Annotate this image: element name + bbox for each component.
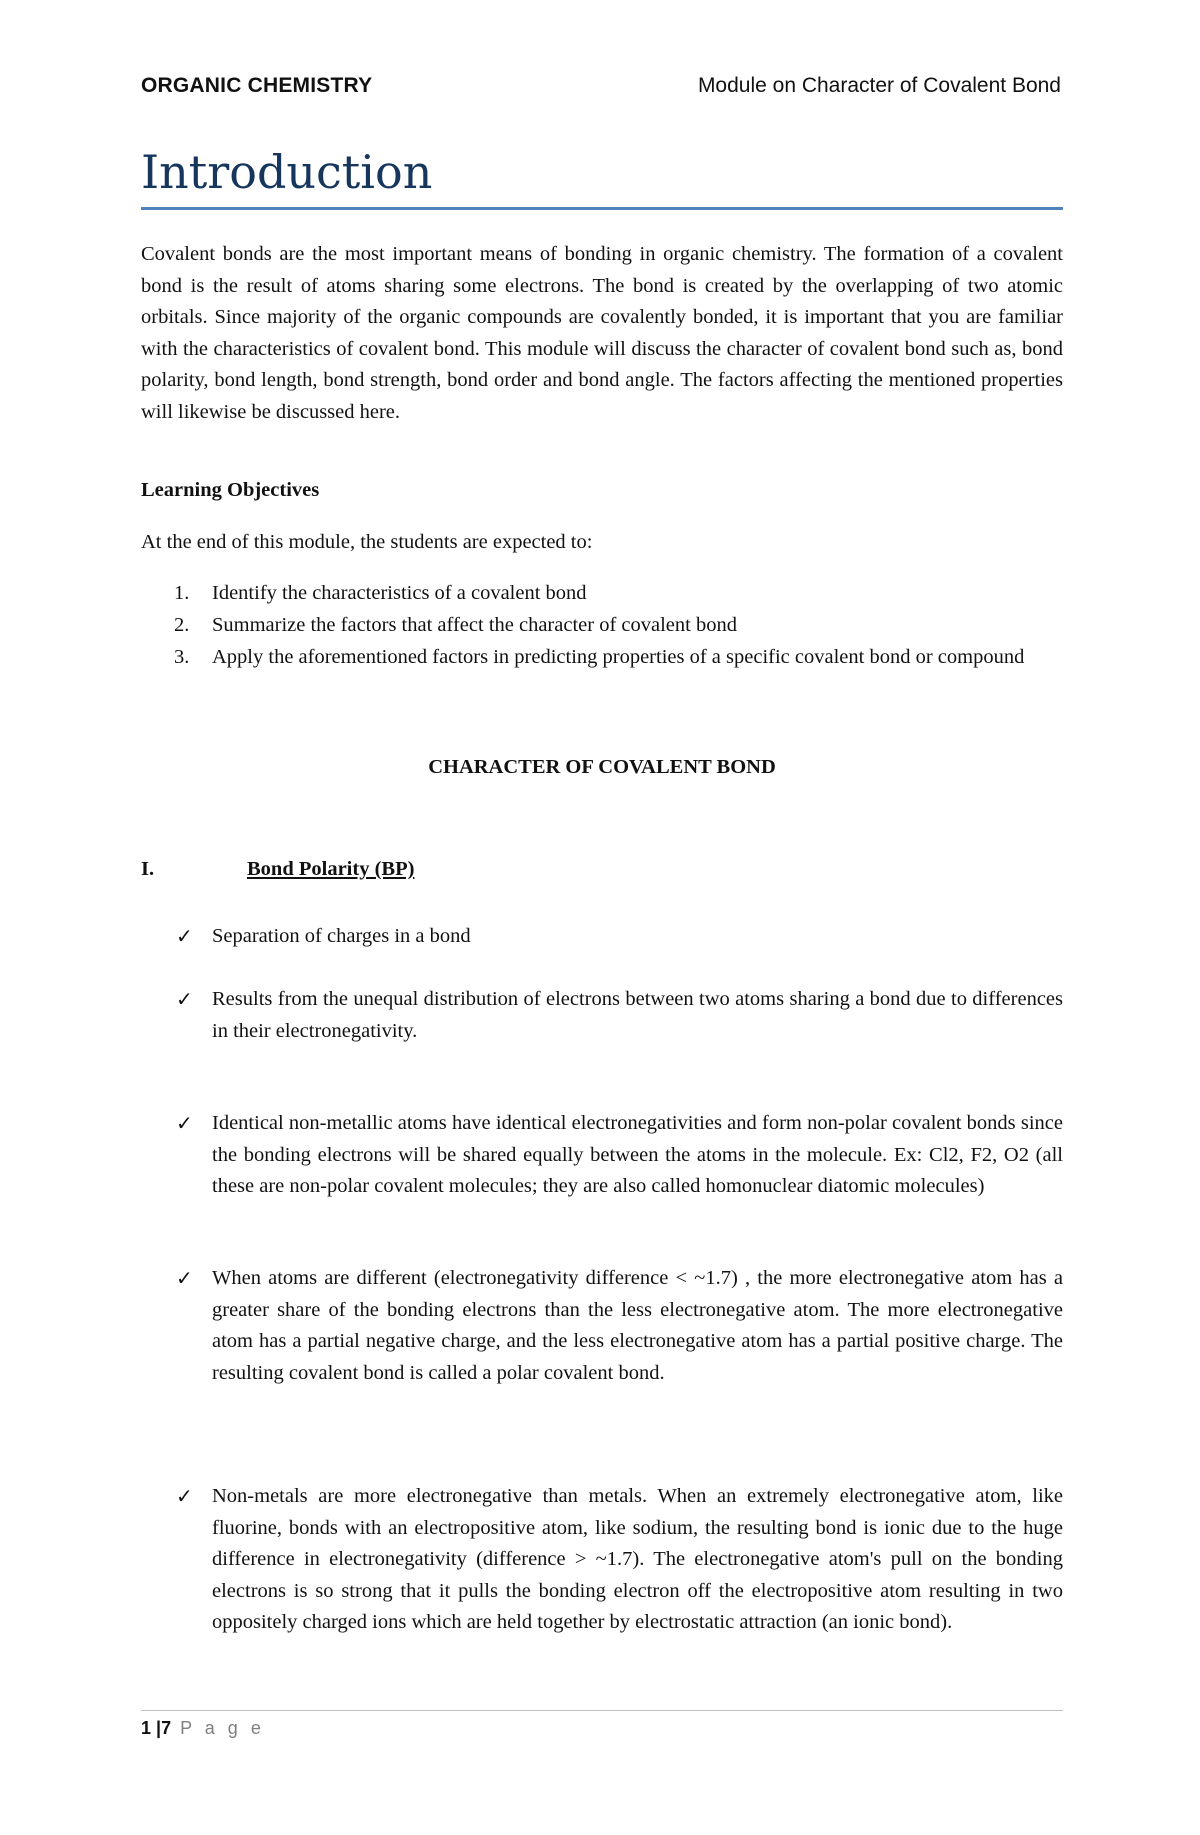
bullet-text: Non-metals are more electronegative than metals. When an extremely electronegative atom, like fluorine, bonds with an electropositive atom, like sodium, the resulting bond is ionic due to the huge difference in electronegativity (difference > ~1.7). The electronegative atom's pull on the bonding electrons is so strong that it pulls the bonding electron off the electropositive atom resulting in two oppositely charged ions which are held together by electrostatic attraction (an ionic bond). [212, 1485, 1063, 1633]
page-number-current: 1 [141, 1718, 152, 1738]
page-title: Introduction [141, 145, 433, 199]
objective-number: 1. [174, 582, 190, 604]
objective-text: Summarize the factors that affect the character of covalent bond [212, 614, 737, 636]
page-word: P a g e [180, 1718, 265, 1738]
bullet-item [176, 1263, 1063, 1389]
page-footer: 1 |7 P a g e [141, 1718, 265, 1738]
checkmark-icon: ✓ [176, 1111, 193, 1135]
bullet-item [176, 1108, 1063, 1203]
bullet-text: Results from the unequal distribution of electrons between two atoms sharing a bond due to differences in their electronegativity. [212, 988, 1063, 1042]
objective-item [174, 642, 1063, 674]
objective-number: 3. [174, 646, 190, 668]
bullet-text: When atoms are different (electronegativity difference < ~1.7) , the more electronegative atom has a greater share of the bonding electrons than the less electronegative atom. The more electronegative atom has a partial negative charge, and the less electronegative atom has a partial positive charge. The resulting covalent bond is called a polar covalent bond. [212, 1267, 1063, 1384]
learning-objectives-lead: At the end of this module, the students are expected to: [141, 531, 593, 553]
subsection-title: Bond Polarity (BP) [247, 858, 415, 880]
bullet-item [176, 1481, 1063, 1639]
objective-item [174, 578, 1063, 610]
checkmark-icon: ✓ [176, 924, 193, 948]
objective-number: 2. [174, 614, 190, 636]
checkmark-icon: ✓ [176, 1484, 193, 1508]
bullet-text: Separation of charges in a bond [212, 925, 471, 947]
objective-text: Identify the characteristics of a covalent bond [212, 582, 587, 604]
objective-item [174, 610, 1063, 642]
bullet-item [176, 921, 1063, 953]
footer-divider [141, 1710, 1063, 1711]
intro-section [141, 239, 1063, 428]
objective-text: Apply the aforementioned factors in predicting properties of a specific covalent bond or compound [212, 646, 1025, 668]
page-number-total: 7 [161, 1718, 172, 1738]
section-number: I. [141, 858, 155, 880]
checkmark-icon: ✓ [176, 987, 193, 1011]
bullet-text: Identical non-metallic atoms have identical electronegativities and form non-polar covalent bonds since the bonding electrons will be shared equally between the atoms in the molecule. Ex: Cl2, F2, O2 (all these are non-polar covalent molecules; they are also called homonuclear diatomic molecules) [212, 1112, 1063, 1197]
checkmark-icon: ✓ [176, 1266, 193, 1290]
bullet-item [176, 984, 1063, 1047]
section-title: CHARACTER OF COVALENT BOND [428, 756, 776, 778]
intro-paragraph: Covalent bonds are the most important means of bonding in organic chemistry. The formation of a covalent bond is the result of atoms sharing some electrons. The bond is created by the overlapping of two atomic orbitals. Since majority of the organic compounds are covalently bonded, it is important that you are familiar with the characteristics of covalent bond. This module will discuss the character of covalent bond such as, bond polarity, bond length, bond strength, bond order and bond angle. The factors affecting the mentioned properties will likewise be discussed here. [141, 243, 1063, 423]
header-module-title: Module on Character of Covalent Bond [697, 74, 1061, 97]
header-course-title: ORGANIC CHEMISTRY [141, 74, 373, 97]
title-divider [141, 207, 1063, 210]
learning-objectives-heading: Learning Objectives [141, 479, 320, 501]
